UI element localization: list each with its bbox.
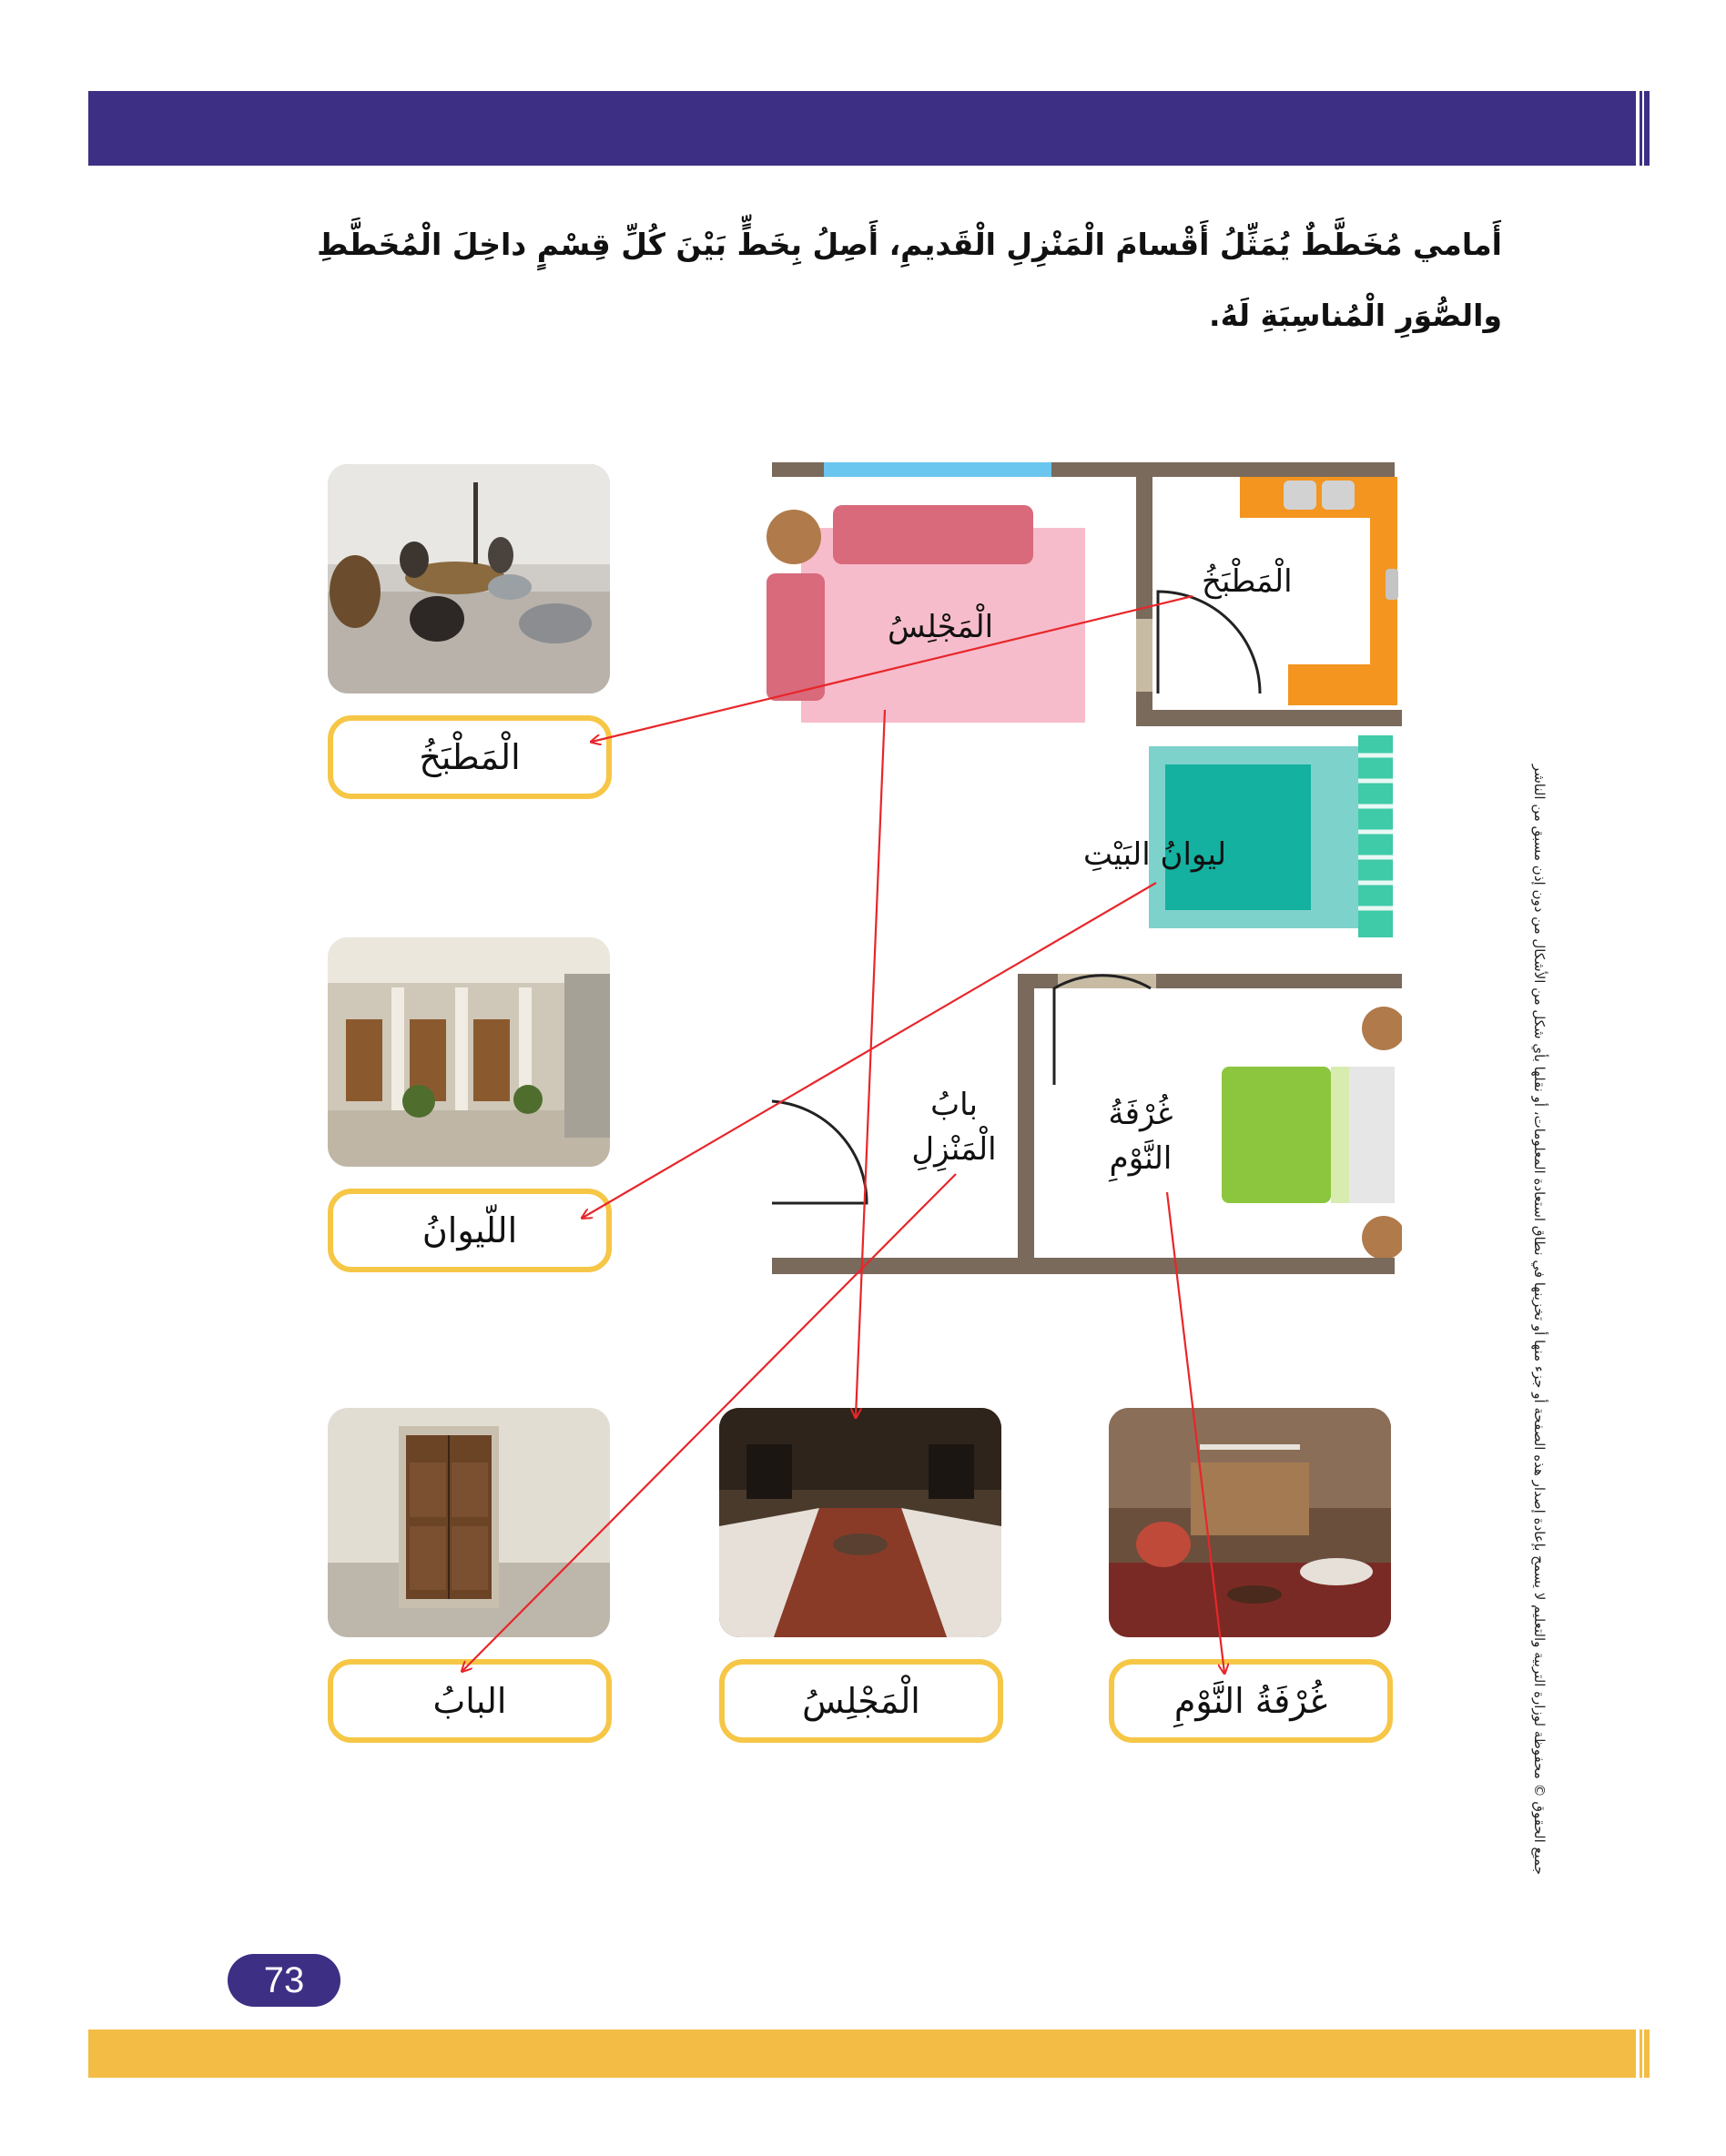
door-label: البابُ [432,1681,507,1721]
plan-kitchen-label: الْمَطْبَخُ [1202,563,1293,600]
connector-liwan [583,883,1156,1218]
page-number: 73 [228,1954,340,2007]
connector-kitchen [592,596,1193,742]
connector-majlis [856,710,885,1417]
exercise-instruction: أَمامي مُخَطَّطٌ يُمَثِّلُ أَقْسامَ الْمَنْزِلِ الْقَديمِ، أَصِلُ بِخَطٍّ بَيْنَ كُلِّ قِسْمٍ داخِلَ الْمُخَطَّطِ والصُّوَرِ الْمُناسِبَةِ لَهُ. [317,227,1502,333]
plan-bedroom-label-line1: غُرْفَةُ [1108,1096,1173,1132]
connector-bedroom [1167,1192,1224,1673]
plan-liwan-label: ليوانُ البَيْتِ [1083,836,1227,873]
footer-bar-divider [1642,2029,1644,2078]
copyright-notice: جميع الحقوق © محفوظة لوزارة التربية والتعليم لا يسمح بإعادة إصدار هذه الصفحة أو جزء منها أو تخزينها في نطاق استعادة المعلومات، أو نقلها بأي شكل من الأشكال من دون إذن مسبق من الناشر [1531,764,1548,1875]
plan-bedroom-label-line2: النَّوْمِ [1109,1140,1173,1178]
bedroom-label: غُرْفَةُ النَّوْمِ [1173,1681,1328,1721]
footer-bar-divider [1636,2029,1640,2078]
connector-door [462,1174,956,1671]
plan-door-label-line2: الْمَنْزِلِ [911,1131,997,1169]
liwan-label: اللّيوانُ [421,1210,518,1250]
footer-bar [88,2029,1650,2078]
majlis-label: الْمَجْلِسُ [802,1681,920,1721]
plan-majlis-label: الْمَجْلِسُ [888,609,994,645]
kitchen-label: الْمَطْبَخُ [419,737,521,777]
plan-door-label-line1: بابُ [930,1087,978,1123]
